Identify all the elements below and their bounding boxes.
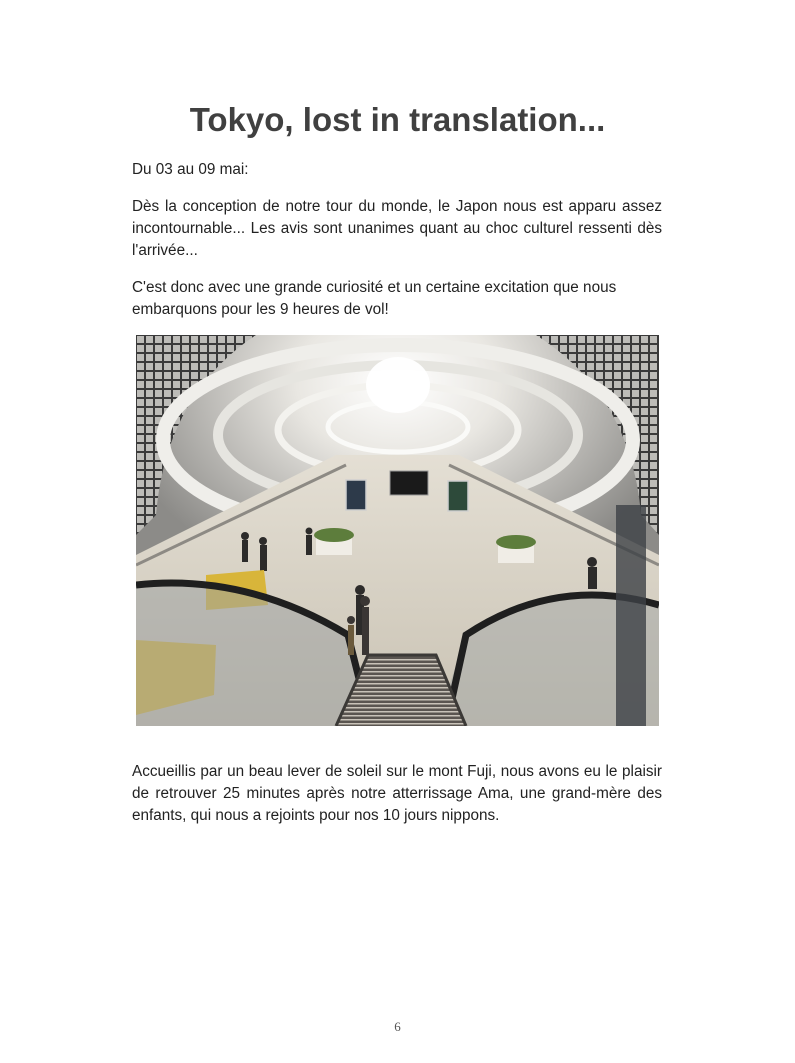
planter-right-plants [496, 535, 536, 549]
page-number: 6 [394, 1019, 401, 1034]
info-board-right [448, 481, 468, 511]
paragraph-arrival: Accueillis par un beau lever de soleil sur le mont Fuji, nous avons eu le plaisir de retrouver 25 minutes après notre atterrissage Ama, une grand-mère des enfants, qui nous a rejoints pour nos 10 jours nippons. [132, 763, 662, 824]
ceiling-light [366, 357, 430, 413]
paragraph-departure: C'est donc avec une grande curiosité et un certaine excitation que nous embarquons pour les 9 heures de vol! [132, 279, 617, 318]
right-pillar [616, 505, 646, 726]
page-title: Tokyo, lost in translation... [189, 101, 606, 138]
departure-board [390, 471, 428, 495]
planter-left-plants [314, 528, 354, 542]
airport-terminal-photo [136, 335, 659, 726]
paragraph-intro: Dès la conception de notre tour du monde, le Japon nous est apparu assez incontournable... Les avis sont unanimes quant au choc culturel ressenti dès l'arrivée... [132, 198, 662, 259]
date-line: Du 03 au 09 mai: [132, 161, 249, 178]
info-board-left [346, 480, 366, 510]
